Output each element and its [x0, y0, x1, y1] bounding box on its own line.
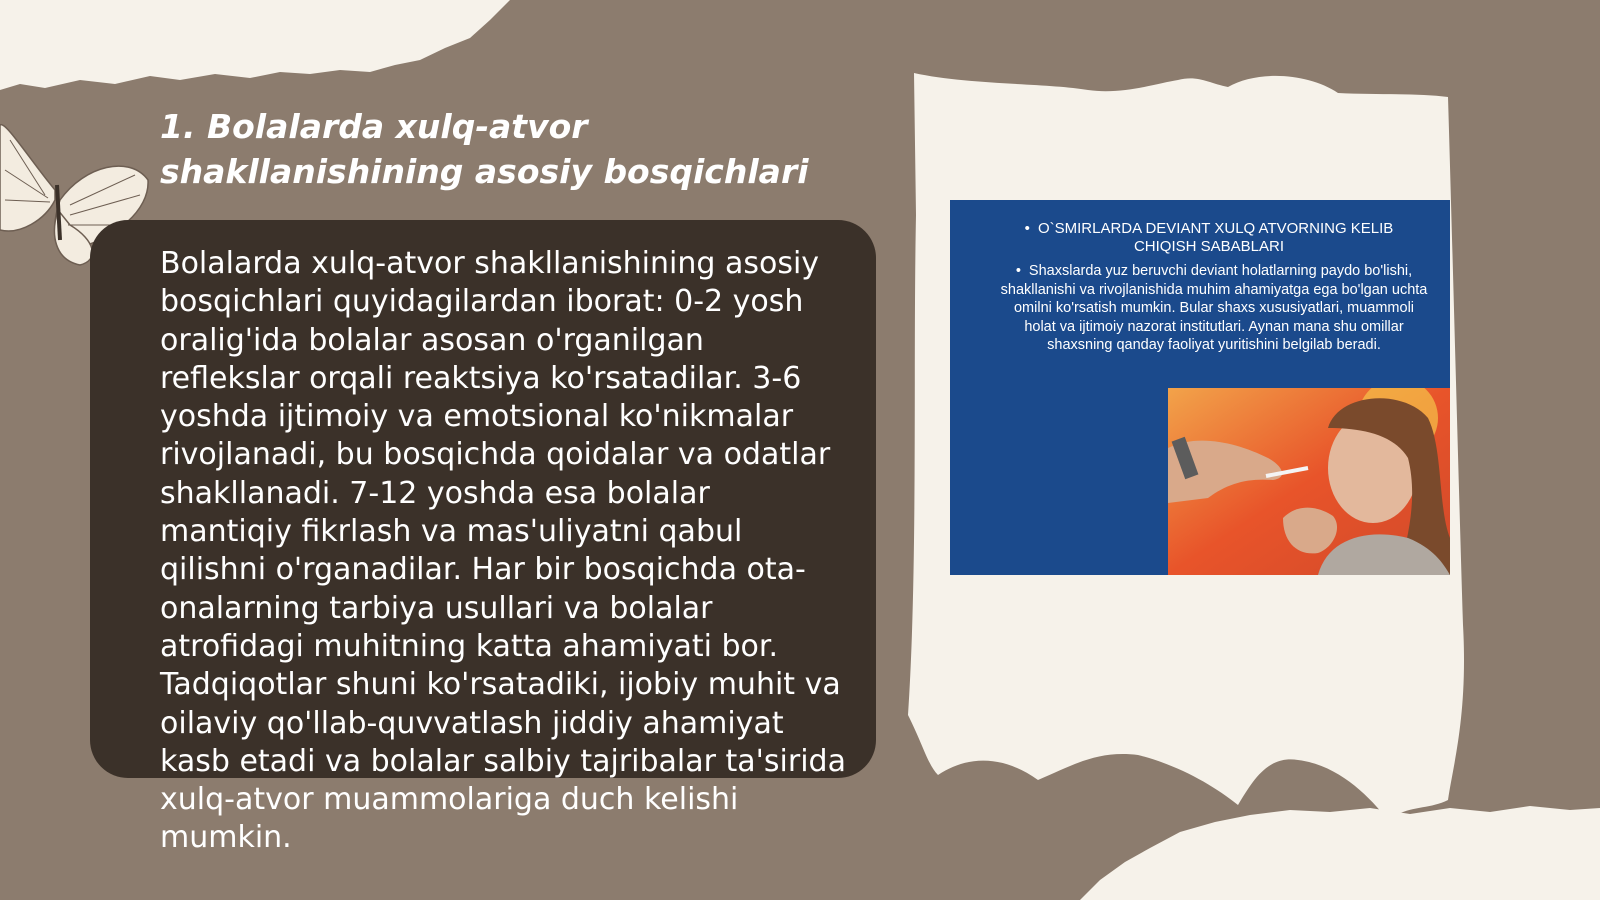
body-paragraph: Bolalarda xulq-atvor shakllanishining asosiy bosqichlari quyidagilardan iborat: 0-2 yosh oralig'ida bolalar asosan o'rganilgan reflekslar orqali reaktsiya ko'rsatadilar. 3-6 yoshda ijtimoiy va emotsional ko'nikmalar rivojlanadi, bu bosqichda qoidalar va odatlar shakllanadi. 7-12 yoshda esa bolalar mantiqiy fikrlash va mas'uliyatni qabul qilishni o'rganadilar. Har bir bosqichda ota-onalarning tarbiya usullari va bolalar atrofidagi muhitning katta ahamiyati bor. Tadqiqotlar shuni ko'rsatadiki, ijobiy muhit va oilaviy qo'llab-quvvatlash jiddiy ahamiyat kasb etadi va bolalar salbiy tajribalar ta'sirida xulq-atvor muammolariga duch kelishi mumkin.	[160, 246, 846, 856]
bullet-marker: •	[1015, 263, 1021, 279]
slide-title: 1. Bolalarda xulq-atvor shakllanishining asosiy bosqichlari	[160, 107, 809, 191]
embedded-slide-image	[950, 200, 1450, 575]
embedded-paragraph-text: Shaxslarda yuz beruvchi deviant holatlarning paydo bo'lishi, shakllanishi va rivojlanishida muhim ahamiyatga ega bo'lgan uchta omilni ko'rsatish mumkin. Bular shaxs xususiyatlari, muammoli holat va ijtimoiy nazorat institutlari. Aynan mana shu omillar shaxsning qanday faoliyat yuritishini belgilab beradi.	[1000, 263, 1428, 353]
embedded-heading-text: O`SMIRLARDA DEVIANT XULQ ATVORNING KELIB CHIQISH SABABLARI	[1037, 220, 1394, 255]
photo-person-hands	[1168, 388, 1450, 575]
bullet-marker: •	[1024, 220, 1030, 237]
embedded-paragraph	[998, 262, 1430, 390]
embedded-heading	[994, 220, 1424, 256]
